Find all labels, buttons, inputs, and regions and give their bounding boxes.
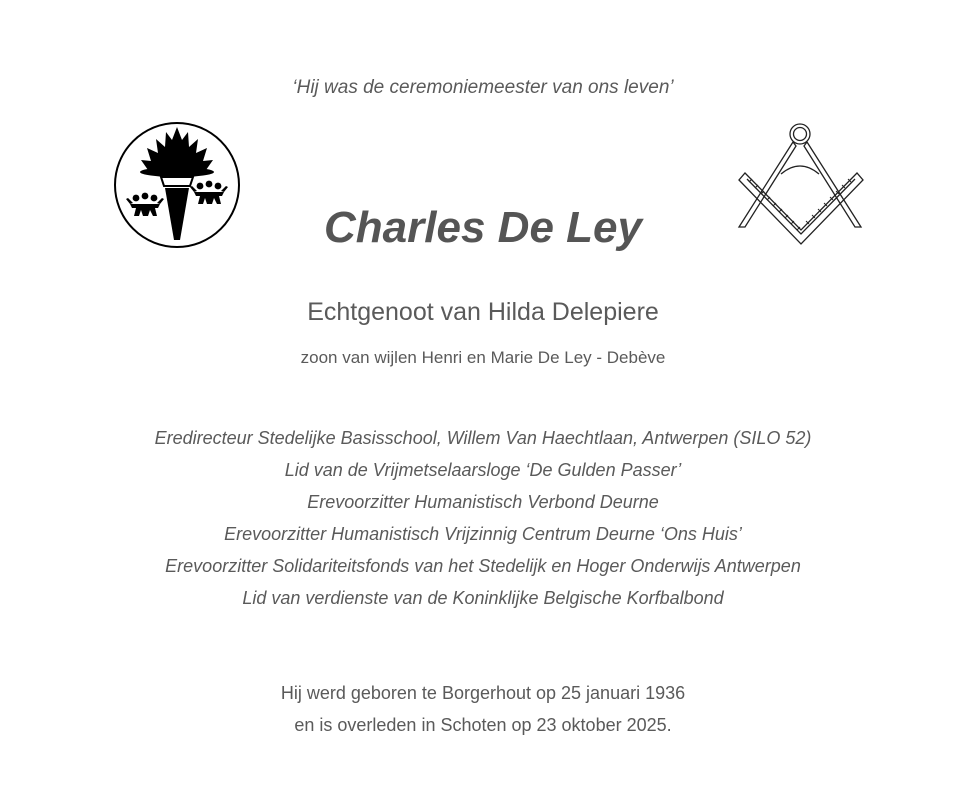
roles-list <box>0 422 966 614</box>
quote: ‘Hij was de ceremoniemeester van ons leven’ <box>292 77 674 98</box>
role-item: Lid van verdienste van de Koninklijke Belgische Korfbalbond <box>242 588 724 608</box>
role-item: Eredirecteur Stedelijke Basisschool, Willem Van Haechtlaan, Antwerpen (SILO 52) <box>154 428 812 448</box>
role-item: Erevoorzitter Humanistisch Vrijzinnig Centrum Deurne ‘Ons Huis’ <box>224 524 742 544</box>
death-line: en is overleden in Schoten op 23 oktober 2025. <box>294 715 672 735</box>
spouse-line: Echtgenoot van Hilda Delepiere <box>307 298 659 326</box>
life-dates <box>0 677 966 741</box>
role-item: Lid van de Vrijmetselaarsloge ‘De Gulden Passer’ <box>284 460 682 480</box>
birth-line: Hij werd geboren te Borgerhout op 25 januari 1936 <box>280 683 686 703</box>
deceased-name: Charles De Ley <box>324 203 642 252</box>
role-item: Erevoorzitter Solidariteitsfonds van het Stedelijk en Hoger Onderwijs Antwerpen <box>165 556 801 576</box>
role-item: Erevoorzitter Humanistisch Verbond Deurne <box>307 492 659 512</box>
parents-line: zoon van wijlen Henri en Marie De Ley - Debève <box>300 348 666 367</box>
